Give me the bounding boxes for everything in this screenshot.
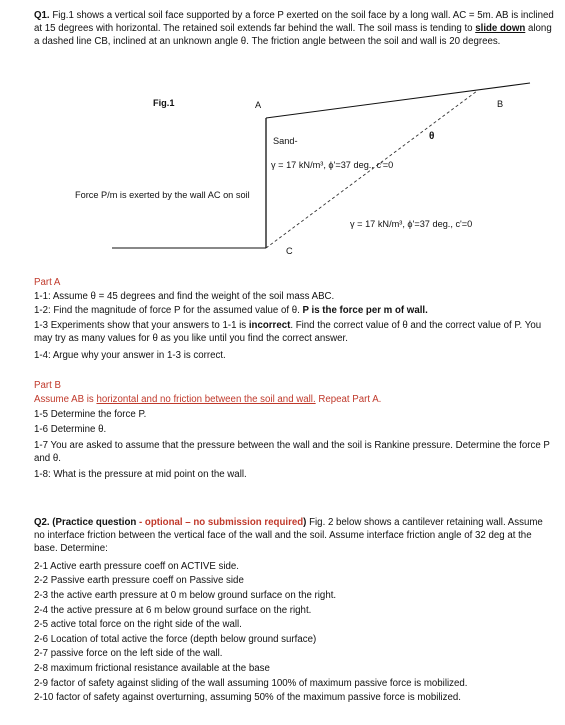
soil-properties-upper: γ = 17 kN/m³, ϕ'=37 deg., c'=0: [271, 160, 394, 170]
incorrect-emphasis: incorrect: [248, 320, 291, 331]
q2-item-2-5: 2-5 active total force on the right side of the wall.: [34, 619, 242, 630]
q2-item-2-9: 2-9 factor of safety against sliding of the wall assuming 100% of maximum passive force is mobilized.: [34, 678, 468, 689]
theta-label: θ: [429, 131, 435, 142]
q2-item-2-1: 2-1 Active earth pressure coeff on ACTIVE side.: [34, 561, 239, 572]
part-b-assumption-underlined: horizontal and no friction between the soil and wall.: [96, 394, 316, 405]
q1-text-a: Fig.1 shows a vertical soil face supported by a force P exerted on the soil face by a long wall. AC = 5m. AB is inclined at 15 degrees with horizontal. The retained soil extends far behind the wall. The soil mass is tending to: [34, 10, 554, 35]
q2-optional-note: - optional – no submission required: [139, 517, 304, 528]
part-b-item-1-8: 1-8: What is the pressure at mid point on the wall.: [34, 469, 247, 480]
q2-item-2-10: 2-10 factor of safety against overturning, assuming 50% of the maximum passive force is mobilized.: [34, 692, 461, 703]
part-a-item-1-2: 1-2: Find the magnitude of force P for the assumed value of θ. P is the force per m of wall.: [34, 305, 428, 316]
ground-surface-ab-line: [266, 83, 530, 118]
part-a-item-1-4: 1-4: Argue why your answer in 1-3 is correct.: [34, 350, 226, 361]
q2-paragraph: Q2. (Practice question - optional – no submission required) Fig. 2 below shows a cantilever retaining wall. Assume no interface friction between the vertical face of the wall and the soil. Assume interface friction angle of 32 deg at the base. Determine:: [34, 517, 543, 555]
force-label: Force P/m is exerted by the wall AC on soil: [75, 190, 250, 200]
point-b-label: B: [497, 99, 504, 109]
q2-item-2-8: 2-8 maximum frictional resistance available at the base: [34, 663, 270, 674]
part-b-heading: Part B: [34, 380, 61, 391]
q1-slide-down: slide down: [475, 23, 526, 35]
force-definition: P is the force per m of wall.: [302, 305, 428, 316]
q2-label: Q2. (Practice question: [34, 517, 137, 528]
q2-intro: Fig. 2 below shows a cantilever retaining wall. Assume no interface friction between the vertical face of the wall and the soil. Assume interface friction angle of 32 deg at the base. Determine:: [34, 517, 543, 555]
point-a-label: A: [255, 100, 262, 110]
part-b-item-1-6: 1-6 Determine θ.: [34, 424, 107, 435]
q1-text-b: along a dashed line CB, inclined at an unknown angle θ. The friction angle between the soil and wall is 20 degrees.: [34, 23, 552, 48]
part-a-item-1-3: 1-3 Experiments show that your answers to 1-1 is incorrect. Find the correct value of θ and the correct value of P. You may try as many values for θ as you like until you find the correct answer.: [34, 320, 542, 345]
part-a-item-1-1: 1-1: Assume θ = 45 degrees and find the weight of the soil mass ABC.: [34, 291, 335, 302]
soil-properties-right: γ = 17 kN/m³, ϕ'=37 deg., c'=0: [350, 219, 473, 229]
figure-title: Fig.1: [153, 98, 175, 108]
q2-item-2-7: 2-7 passive force on the left side of the wall.: [34, 648, 223, 659]
part-b-item-1-5: 1-5 Determine the force P.: [34, 409, 147, 420]
q2-item-2-3: 2-3 the active earth pressure at 0 m below ground surface on the right.: [34, 590, 337, 601]
q1-label: Q1.: [34, 10, 50, 21]
part-b-item-1-7: 1-7 You are asked to assume that the pressure between the wall and the soil is Rankine pressure. Determine the force P and θ.: [34, 440, 550, 465]
part-a-heading: Part A: [34, 277, 61, 288]
q2-item-2-6: 2-6 Location of total active the force (depth below ground surface): [34, 634, 317, 645]
q2-item-2-4: 2-4 the active pressure at 6 m below ground surface on the right.: [34, 605, 312, 616]
sand-label: Sand-: [273, 136, 298, 146]
part-b-assumption: Assume AB is horizontal and no friction between the soil and wall. Repeat Part A.: [34, 394, 382, 405]
q2-item-2-2: 2-2 Passive earth pressure coeff on Passive side: [34, 575, 244, 586]
point-c-label: C: [286, 246, 293, 256]
